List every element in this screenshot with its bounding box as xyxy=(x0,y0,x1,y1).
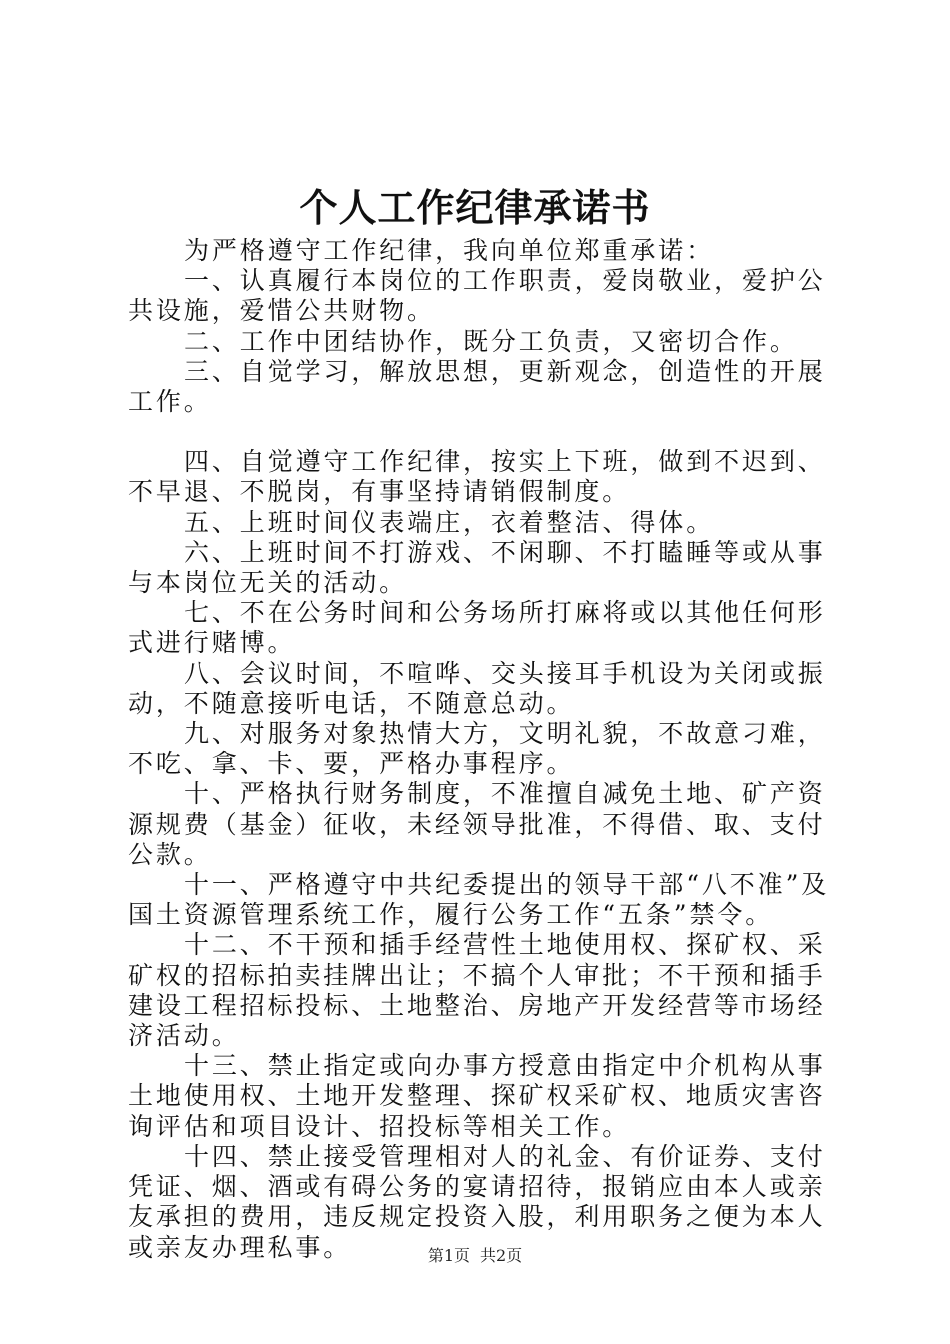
paragraph-item-9: 九、对服务对象热情大方，文明礼貌，不故意刁难，不吃、拿、卡、要，严格办事程序。 xyxy=(128,719,826,779)
paragraph-item-14: 十四、禁止接受管理相对人的礼金、有价证券、支付凭证、烟、酒或有碍公务的宴请招待，报销应由本人或亲友承担的费用，违反规定投资入股，利用职务之便为本人或亲友办理私事。 xyxy=(128,1141,826,1262)
paragraph-item-2: 二、工作中团结协作，既分工负责，又密切合作。 xyxy=(184,326,798,356)
paragraph-item-5: 五、上班时间仪表端庄，衣着整洁、得体。 xyxy=(184,507,715,537)
paragraph-item-7: 七、不在公务时间和公务场所打麻将或以其他任何形式进行赌博。 xyxy=(128,598,826,658)
paragraph-intro: 为严格遵守工作纪律，我向单位郑重承诺： xyxy=(184,236,715,265)
paragraph-item-12: 十二、不干预和插手经营性土地使用权、探矿权、采矿权的招标拍卖挂牌出让；不搞个人审批；不干预和插手建设工程招标投标、土地整治、房地产开发经营等市场经济活动。 xyxy=(128,930,826,1051)
paragraph-item-6: 六、上班时间不打游戏、不闲聊、不打瞌睡等或从事与本岗位无关的活动。 xyxy=(128,537,826,598)
paragraph-item-13: 十三、禁止指定或向办事方授意由指定中介机构从事土地使用权、土地开发整理、探矿权采矿权、地质灾害咨询评估和项目设计、招投标等相关工作。 xyxy=(128,1051,826,1141)
paragraph-item-4: 四、自觉遵守工作纪律，按实上下班，做到不迟到、不早退、不脱岗，有事坚持请销假制度。 xyxy=(128,447,826,507)
paragraph-item-10: 十、严格执行财务制度，不准擅自减免土地、矿产资源规费（基金）征收，未经领导批准，不得借、取、支付公款。 xyxy=(128,779,826,869)
paragraph-item-8: 八、会议时间，不喧哗、交头接耳手机设为关闭或振动，不随意接听电话，不随意总动。 xyxy=(128,658,826,718)
document-body xyxy=(128,236,840,1263)
page-footer xyxy=(0,1246,950,1266)
page-total: 共2页 xyxy=(480,1246,523,1265)
paragraph-item-11: 十一、严格遵守中共纪委提出的领导干部“八不准”及国土资源管理系统工作，履行公务工作“五条”禁令。 xyxy=(128,870,830,930)
document-title: 个人工作纪律承诺书 xyxy=(299,185,651,230)
page-number: 第1页 xyxy=(427,1246,470,1265)
paragraph-item-1: 一、认真履行本岗位的工作职责，爱岗敬业，爱护公共设施，爱惜公共财物。 xyxy=(128,266,826,326)
paragraph-item-3: 三、自觉学习，解放思想，更新观念，创造性的开展工作。 xyxy=(128,356,826,417)
